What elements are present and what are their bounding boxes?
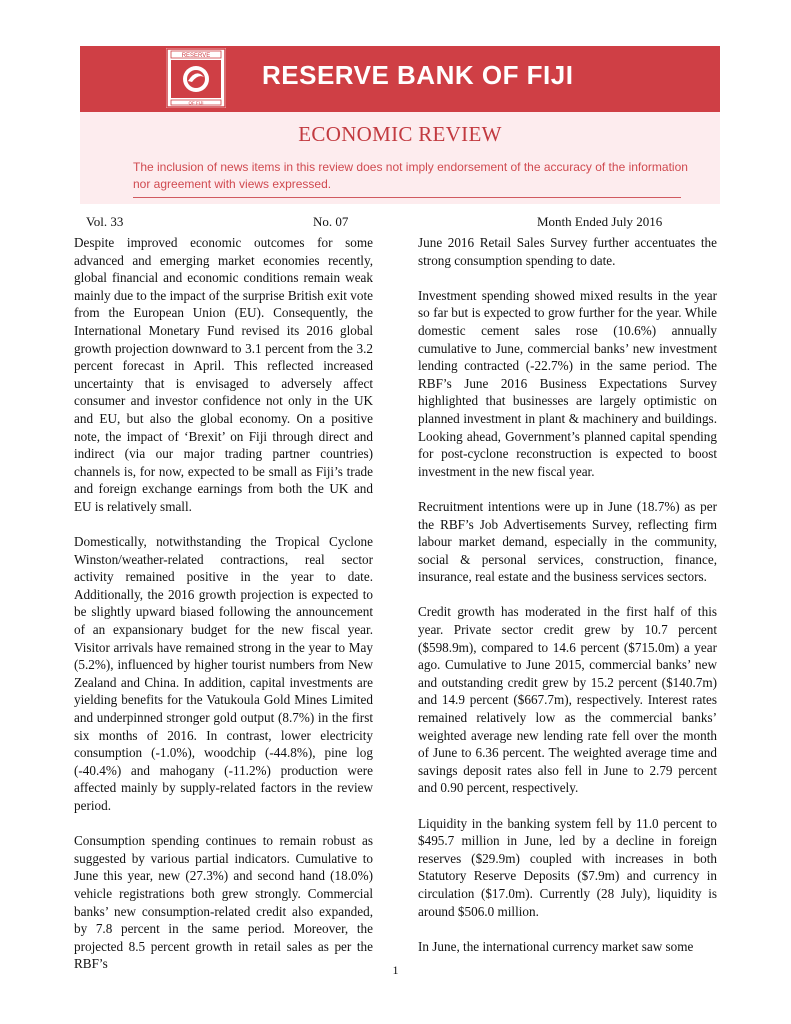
left-column xyxy=(74,234,373,991)
svg-text:OF FIJI: OF FIJI xyxy=(188,100,204,106)
paragraph: Recruitment intentions were up in June (18.7%) as per the RBF’s Job Advertisements Survey, reflecting firm labour market demand, especially in the community, social & personal services, construction, finance, insurance, real estate and the business services sectors. xyxy=(418,498,717,585)
paragraph: June 2016 Retail Sales Survey further accentuates the strong consumption spending to date. xyxy=(418,235,717,268)
paragraph: Despite improved economic outcomes for some advanced and emerging market economies recently, global financial and economic conditions remain weak mainly due to the impact of the surprise British exit vote from the European Union (EU). Consequently, the International Monetary Fund revised its 2016 global growth projection downward to 3.1 percent from the 3.2 percent forecast in April. This reflected increased uncertainty that is envisaged to adversely affect consumer and investor confidence not only in the UK and EU, but also the global economy. On a positive note, the impact of ‘Brexit’ on Fiji through direct and indirect (via our major trading partner countries) channels is, for now, expected to be small as Fiji’s trade and foreign exchange earnings from both the UK and EU is relatively small. xyxy=(74,235,373,514)
bank-name: RESERVE BANK OF FIJI xyxy=(262,60,574,90)
seal-icon xyxy=(166,48,226,108)
disclaimer-text: The inclusion of news items in this review does not imply endorsement of the accuracy of the information nor agreement with views expressed. xyxy=(133,160,688,191)
page-number: 1 xyxy=(392,963,399,977)
svg-text:RESERVE: RESERVE xyxy=(181,53,211,59)
paragraph: In June, the international currency market saw some xyxy=(418,938,694,954)
paragraph: Consumption spending continues to remain robust as suggested by various partial indicators. Cumulative to June this year, new (27.3%) and second hand (18.0%) vehicle registrations both grew strongly. Commercial banks’ new consumption-related credit also expanded, by 7.8 percent in the same period. Moreover, the projected 8.5 percent growth in retail sales as per the RBF’s xyxy=(74,833,373,972)
right-column xyxy=(418,234,717,973)
review-title: ECONOMIC REVIEW xyxy=(298,122,502,146)
reserve-bank-logo xyxy=(166,48,226,108)
header-banner xyxy=(80,46,720,112)
volume-label: Vol. 33 xyxy=(86,214,124,229)
issue-number: No. 07 xyxy=(313,214,349,229)
review-header-panel xyxy=(80,112,720,204)
paragraph: Credit growth has moderated in the first half of this year. Private sector credit grew by 10.7 percent ($598.9m), compared to 14.6 percent ($715.0m) a year ago. Cumulative to June 2015, commercial banks’ new and outstanding credit grew by 15.2 percent ($140.7m) and 14.9 percent ($667.7m), respectively. Interest rates remained relatively low as the commercial banks’ weighted average new lending rate fell over the month of June to 6.36 percent. The weighted average time and savings deposit rates also fell in June to 2.79 percent and 0.90 percent, respectively. xyxy=(418,604,717,796)
header-divider xyxy=(133,197,681,198)
paragraph: Liquidity in the banking system fell by 11.0 percent to $495.7 million in June, led by a decline in foreign reserves ($29.9m) coupled with increases in both Statutory Reserve Deposits ($7.9m) and currency in circulation ($17.0m). Currently (28 July), liquidity is around $506.0 million. xyxy=(418,815,717,919)
paragraph: Investment spending showed mixed results in the year so far but is expected to grow further for the year. While domestic cement sales rose (10.6%) annually cumulative to June, commercial banks’ new investment lending contracted (-22.7%) in the same period. The RBF’s June 2016 Business Expectations Survey highlighted that businesses are largely optimistic on planned investment in plant & machinery and buildings. Looking ahead, Government’s planned capital spending for post-cyclone reconstruction is expected to boost investment in the new fiscal year. xyxy=(418,287,717,479)
paragraph: Domestically, notwithstanding the Tropical Cyclone Winston/weather-related contractions, real sector activity remained positive in the year to date. Additionally, the 2016 growth projection is expected to be slightly upward biased following the announcement of an expansionary budget for the new fiscal year. Visitor arrivals have remained strong in the year to May (5.2%), influenced by higher tourist numbers from New Zealand and China. In addition, capital investments are yielding benefits for the Vatukoula Gold Mines Limited and underpinned stronger gold output (8.7%) in the first six months of 2016. In contrast, lower electricity consumption (-1.0%), woodchip (-44.8%), pine log (-40.4%) and mahogany (-11.2%) production were affected mainly by supply-related factors in the review period. xyxy=(74,534,373,813)
issue-period: Month Ended July 2016 xyxy=(537,214,663,229)
